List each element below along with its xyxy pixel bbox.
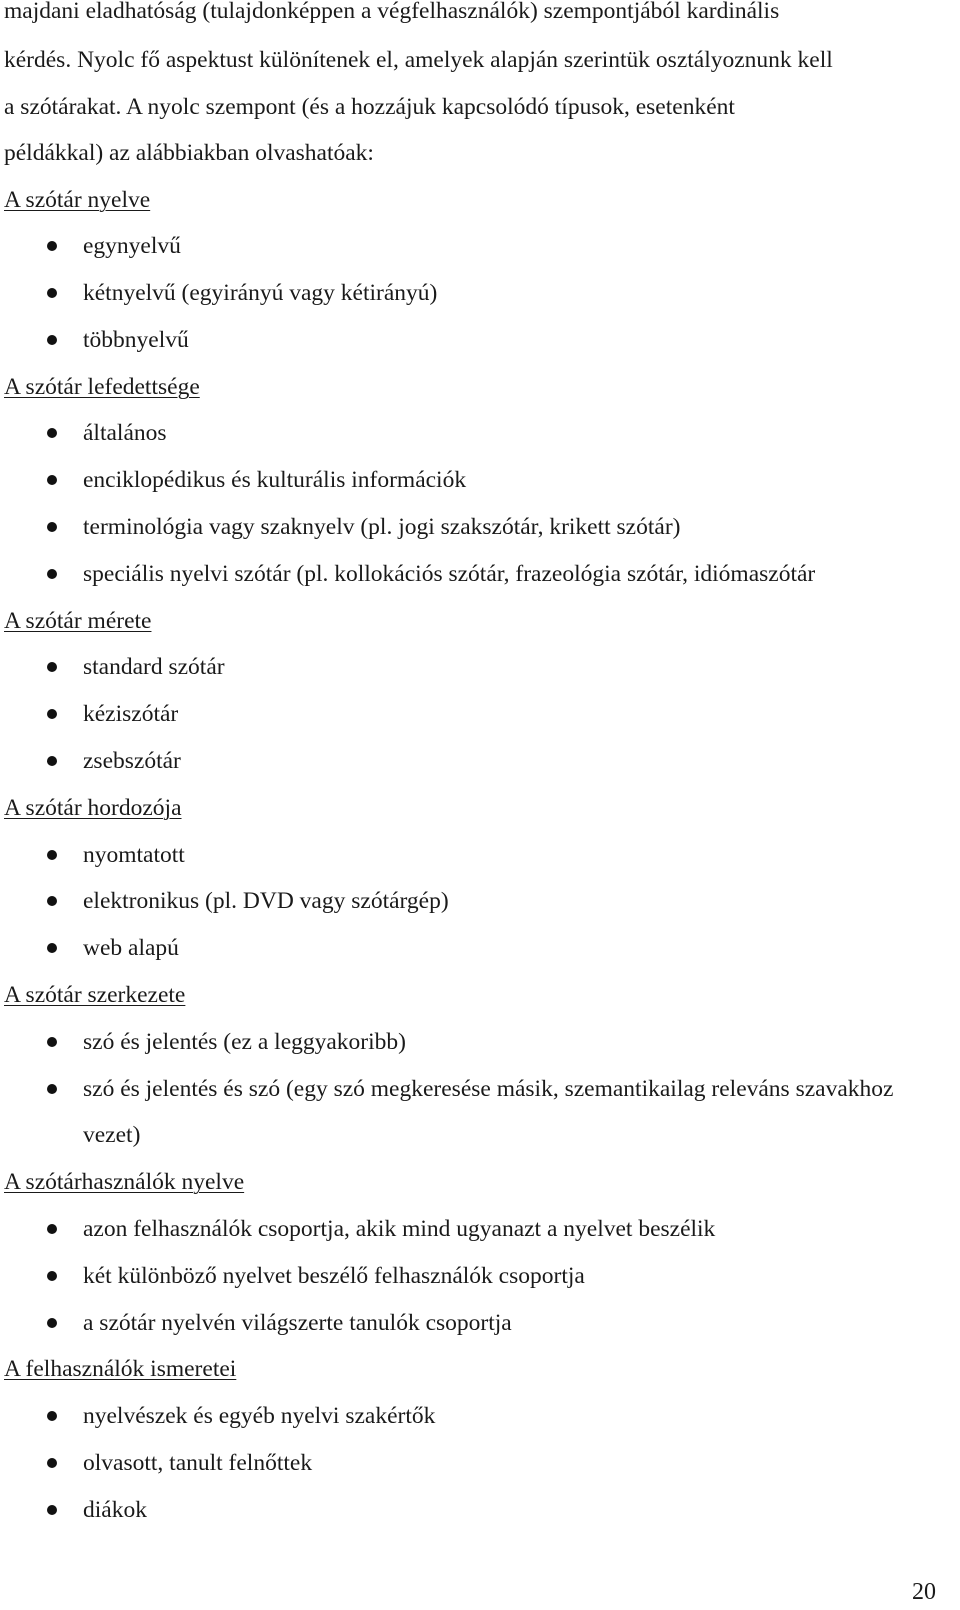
bullet-icon	[47, 1318, 57, 1328]
bullet-list	[4, 410, 954, 597]
list-item-text: szó és jelentés (ez a leggyakoribb)	[83, 1028, 406, 1055]
list-item	[4, 1019, 954, 1066]
list-item	[4, 317, 954, 364]
page-number: 20	[912, 1579, 936, 1605]
bullet-icon	[47, 475, 57, 485]
list-item	[4, 410, 954, 457]
bullet-icon	[47, 1411, 57, 1421]
bullet-icon	[47, 428, 57, 438]
list-item	[4, 1440, 954, 1487]
list-item	[4, 270, 954, 317]
list-item	[4, 738, 954, 785]
list-item-text: két különböző nyelvet beszélő felhasználók csoportja	[83, 1262, 585, 1289]
section-heading-language: A szótár nyelve	[4, 186, 151, 213]
bullet-list	[4, 832, 954, 972]
document-page	[4, 0, 954, 1534]
list-item	[4, 1487, 954, 1534]
list-item-text: a szótár nyelvén világszerte tanulók csoportja	[83, 1309, 512, 1336]
bullet-icon	[47, 850, 57, 860]
bullet-icon	[47, 569, 57, 579]
bullet-icon	[47, 288, 57, 298]
list-item-text: egynyelvű	[83, 233, 181, 260]
list-item-text: zsebszótár	[83, 748, 181, 775]
list-item-text: kéziszótár	[83, 701, 179, 728]
bullet-list	[4, 644, 954, 784]
bullet-list	[4, 223, 954, 363]
list-item	[4, 644, 954, 691]
bullet-list	[4, 1393, 954, 1533]
intro-line: példákkal) az alábbiakban olvashatóak:	[4, 140, 374, 166]
list-item-text: web alapú	[83, 935, 179, 962]
list-item	[4, 223, 954, 270]
bullet-list	[4, 1019, 954, 1159]
bullet-icon	[47, 1224, 57, 1234]
bullet-icon	[47, 1084, 57, 1094]
section-heading-medium: A szótár hordozója	[4, 794, 182, 821]
bullet-icon	[47, 896, 57, 906]
intro-line: kérdés. Nyolc fő aspektust különítenek el, amelyek alapján szerintük osztályoznunk kell	[4, 47, 833, 73]
list-item-text: azon felhasználók csoportja, akik mind ugyanazt a nyelvet beszélik	[83, 1216, 716, 1243]
list-item	[4, 504, 954, 551]
list-item	[4, 551, 954, 598]
list-item	[4, 691, 954, 738]
section-heading-coverage: A szótár lefedettsége	[4, 373, 200, 400]
bullet-list	[4, 1206, 954, 1346]
list-item	[4, 1300, 954, 1347]
list-item-text: terminológia vagy szaknyelv (pl. jogi szakszótár, krikett szótár)	[83, 514, 681, 541]
list-item	[4, 878, 954, 925]
intro-line: majdani eladhatóság (tulajdonképpen a végfelhasználók) szempontjából kardinális	[4, 0, 780, 24]
list-item-text: többnyelvű	[83, 326, 189, 353]
list-item-text: speciális nyelvi szótár (pl. kollokációs szótár, frazeológia szótár, idiómaszótár	[83, 560, 816, 587]
list-item	[4, 925, 954, 972]
list-item-text: szó és jelentés és szó (egy szó megkeresése másik, szemantikailag releváns szavakhoz vezet)	[83, 1075, 894, 1149]
bullet-icon	[47, 943, 57, 953]
list-item-text: enciklopédikus és kulturális információk	[83, 467, 467, 494]
bullet-icon	[47, 335, 57, 345]
list-item-text: általános	[83, 420, 167, 447]
list-item	[4, 1206, 954, 1253]
list-item-text: nyomtatott	[83, 841, 185, 868]
bullet-icon	[47, 709, 57, 719]
bullet-icon	[47, 1505, 57, 1515]
list-item-text: olvasott, tanult felnőttek	[83, 1450, 313, 1477]
list-item	[4, 457, 954, 504]
bullet-icon	[47, 756, 57, 766]
list-item	[4, 1393, 954, 1440]
bullet-icon	[47, 1271, 57, 1281]
list-item-text: nyelvészek és egyéb nyelvi szakértők	[83, 1403, 436, 1430]
list-item	[4, 1066, 954, 1160]
bullet-icon	[47, 662, 57, 672]
section-heading-size: A szótár mérete	[4, 607, 152, 634]
intro-line: a szótárakat. A nyolc szempont (és a hozzájuk kapcsolódó típusok, esetenként	[4, 93, 735, 120]
section-heading-structure: A szótár szerkezete	[4, 982, 186, 1009]
section-heading-user-language: A szótárhasználók nyelve	[4, 1169, 245, 1196]
list-item-text: kétnyelvű (egyirányú vagy kétirányú)	[83, 280, 438, 307]
section-heading-user-knowledge: A felhasználók ismeretei	[4, 1356, 237, 1383]
intro-paragraph	[4, 0, 954, 177]
bullet-icon	[47, 241, 57, 251]
list-item	[4, 832, 954, 879]
bullet-icon	[47, 1037, 57, 1047]
list-item	[4, 1253, 954, 1300]
bullet-icon	[47, 522, 57, 532]
bullet-icon	[47, 1458, 57, 1468]
list-item-text: elektronikus (pl. DVD vagy szótárgép)	[83, 888, 449, 915]
list-item-text: standard szótár	[83, 654, 225, 681]
list-item-text: diákok	[83, 1496, 147, 1523]
